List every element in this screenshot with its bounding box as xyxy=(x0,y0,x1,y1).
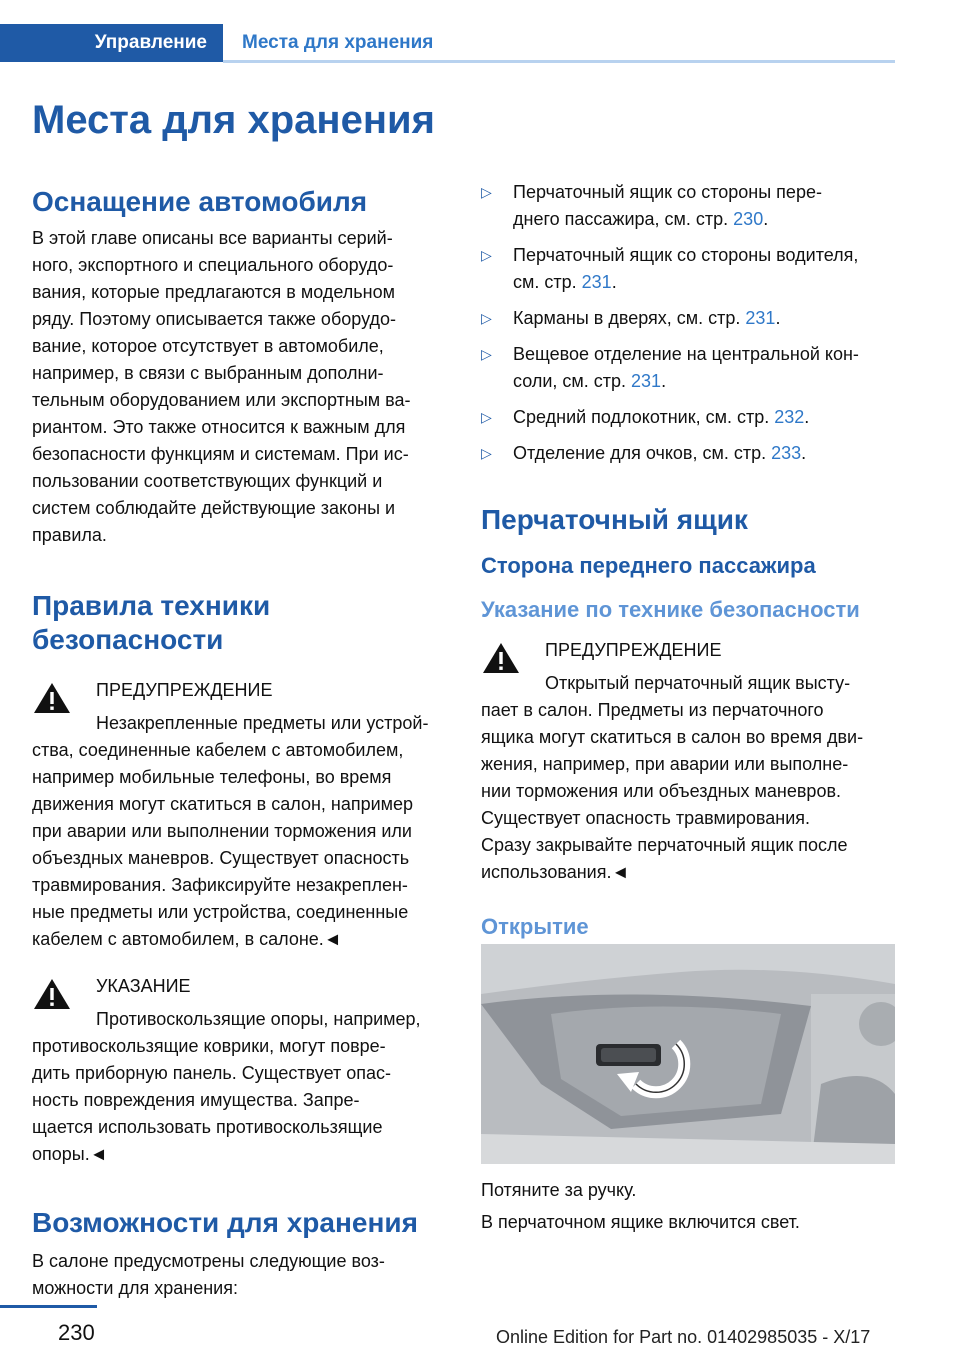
bullet-triangle-icon: ▷ xyxy=(481,445,492,461)
list-item: ▷ Отделение для очков, см. стр. 233. xyxy=(481,440,896,467)
page-link[interactable]: 231 xyxy=(581,272,612,292)
storage-list xyxy=(481,179,896,467)
heading-opening: Открытие xyxy=(481,914,589,939)
page-title: Места для хранения xyxy=(32,98,435,142)
warning-block-1 xyxy=(32,677,452,953)
footer-rule xyxy=(0,1305,97,1308)
warning-triangle-icon xyxy=(32,977,72,1011)
heading-equipment: Оснащение автомобиля xyxy=(32,186,368,217)
heading-storage: Возможности для хранения xyxy=(32,1207,418,1238)
right-column xyxy=(481,179,896,940)
heading-glovebox: Перчаточный ящик xyxy=(481,504,748,535)
warning-3-text: пает в салон. Предметы из перчаточного ящика могут скатиться в салон во время дви- жения, например, при аварии или выполне- нии торможения или объездных маневров. Существует опасность травмирования. Сразу закрывайте перчаточный ящик после использования.◄ xyxy=(481,700,864,882)
heading-passenger-side: Сторона переднего пассажира xyxy=(481,553,816,578)
bullet-triangle-icon: ▷ xyxy=(481,409,492,425)
warning-1-text: ства, соединенные кабелем с автомобилем, например мобильные телефоны, во время движения могут скатиться в салон, например при аварии или выполнении торможения или объездных маневров. Существует опасность травмирования. Зафиксируйте незакреплен- ные предметы или устройства, соединенные кабелем с автомобилем, в салоне.◄ xyxy=(32,740,414,949)
bullet-triangle-icon: ▷ xyxy=(481,346,492,362)
header-rule xyxy=(223,60,895,63)
warning-1-first-line: Незакрепленные предметы или устрой- xyxy=(96,713,429,733)
page-link[interactable]: 231 xyxy=(745,308,776,328)
warning-triangle-icon xyxy=(32,681,72,715)
bullet-triangle-icon: ▷ xyxy=(481,184,492,200)
bullet-triangle-icon: ▷ xyxy=(481,310,492,326)
warning-triangle-icon xyxy=(481,641,521,675)
page-number: 230 xyxy=(58,1320,95,1345)
pull-handle-text: Потяните за ручку. xyxy=(481,1180,637,1200)
warning-1-title: ПРЕДУПРЕЖДЕНИЕ xyxy=(96,680,273,700)
warning-block-3 xyxy=(481,637,896,886)
section-tab: Места для хранения xyxy=(242,32,434,53)
glovebox-photo xyxy=(481,944,895,1164)
list-item: ▷ Перчаточный ящик со стороны пере- днего пассажира, см. стр. 230. xyxy=(481,179,896,233)
warning-2-title: УКАЗАНИЕ xyxy=(96,976,191,996)
light-on-text: В перчаточном ящике включится свет. xyxy=(481,1212,800,1232)
list-item: ▷ Перчаточный ящик со стороны водителя, см. стр. 231. xyxy=(481,242,896,296)
chapter-tab: Управление xyxy=(0,24,223,62)
warning-block-2 xyxy=(32,973,452,1168)
edition-footer: Online Edition for Part no. 01402985035 - X/17 xyxy=(496,1327,871,1347)
page-link[interactable]: 233 xyxy=(771,443,802,463)
storage-paragraph: В салоне предусмотрены следующие воз- можности для хранения: xyxy=(32,1251,385,1298)
bullet-triangle-icon: ▷ xyxy=(481,247,492,263)
list-item: ▷ Карманы в дверях, см. стр. 231. xyxy=(481,305,896,332)
equipment-paragraph: В этой главе описаны все варианты серий- ного, экспортного и специального оборудо- вания, которые предлагаются в модельном ряду. Поэтому описывается также оборудо- вание, которое отсутствует в автомобиле, например, в связи с выбранным дополни- тельным оборудованием или экспортным ва- риантом. Это также относится к важным для безопасности функциям и системам. При ис- пользовании соответствующих функций и систем соблюдайте действующие законы и правила. xyxy=(32,228,411,545)
page-link[interactable]: 231 xyxy=(631,371,662,391)
warning-3-title: ПРЕДУПРЕЖДЕНИЕ xyxy=(545,640,722,660)
page-link[interactable]: 230 xyxy=(733,209,764,229)
warning-2-text: противоскользящие коврики, могут повре- дить приборную панель. Существует опас- ность повреждения имущества. Запре- щается использовать противоскользящие опоры.◄ xyxy=(32,1036,392,1164)
running-header xyxy=(0,24,895,64)
left-column xyxy=(32,185,452,1302)
list-item: ▷ Вещевое отделение на центральной кон- соли, см. стр. 231. xyxy=(481,341,896,395)
list-item: ▷ Средний подлокотник, см. стр. 232. xyxy=(481,404,896,431)
page-link[interactable]: 232 xyxy=(774,407,805,427)
warning-2-first-line: Противоскользящие опоры, например, xyxy=(96,1009,421,1029)
heading-safety: Правила техники безопасности xyxy=(32,590,271,655)
warning-3-first-line: Открытый перчаточный ящик высту- xyxy=(545,673,851,693)
heading-safety-note: Указание по технике безопасности xyxy=(481,597,860,622)
